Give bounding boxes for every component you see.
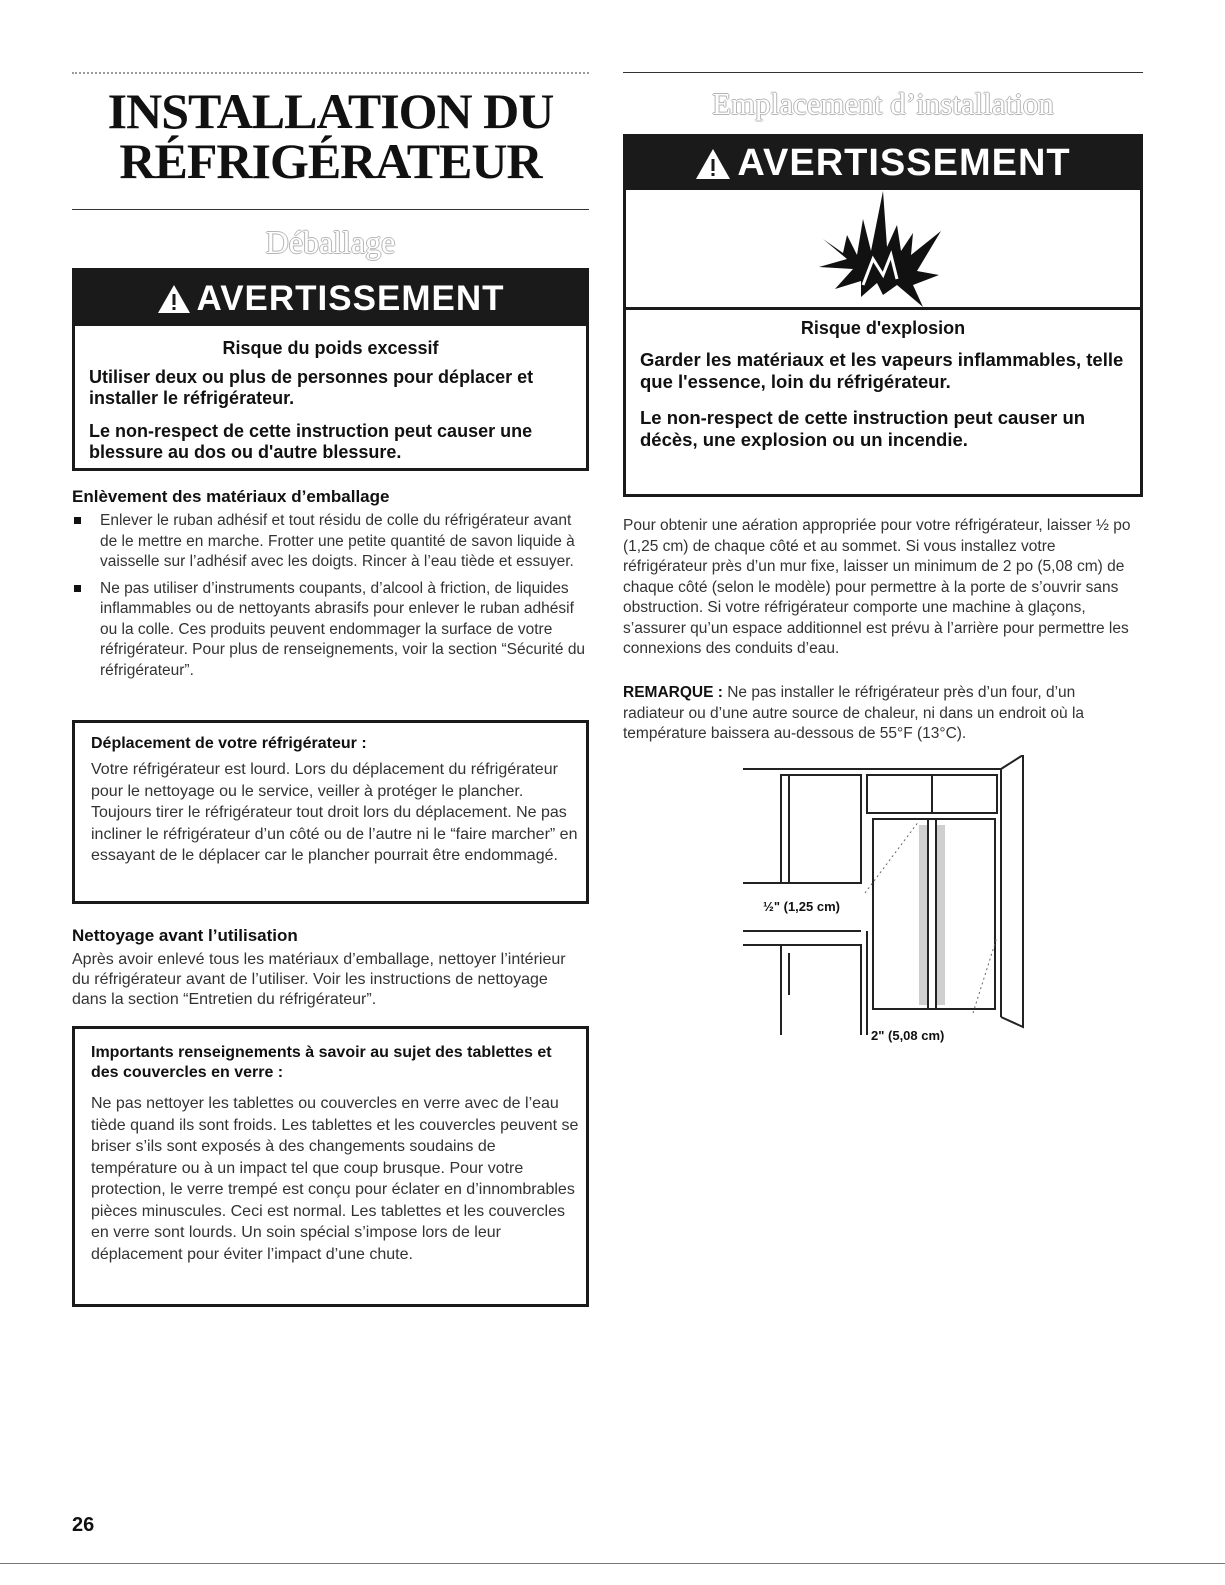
list-item: Ne pas utiliser d’instruments coupants, d’alcool à friction, de liquides inflammables ou de nettoyants abrasifs pour enlever le ruban adhésif ou la colle. Ces produits peuvent endommager la surface de votre réfrigérateur. Pour plus de renseignements, voir la section “Sécurité du réfrigérateur”.	[72, 579, 589, 682]
warning-box-explosion	[623, 134, 1143, 497]
page-bottom-rule	[0, 1563, 1225, 1564]
warning-consequence: Le non-respect de cette instruction peut causer une blessure au dos ou d'autre blessure.	[89, 421, 533, 462]
explosion-icon-area	[626, 190, 1140, 310]
warning-box-weight	[72, 268, 589, 471]
page-title	[72, 83, 589, 189]
page-title-line-2: RÉFRIGÉRATEUR	[119, 133, 542, 189]
list-item: Enlever le ruban adhésif et tout résidu de colle du réfrigérateur avant de le mettre en marche. Frotter une petite quantité de savon liquide à vaisselle sur l’adhésif avec les doigts. Rincer à l’eau tiède et essuyer.	[72, 511, 589, 573]
remark-paragraph	[623, 683, 1138, 745]
warning-triangle-icon	[695, 148, 731, 180]
right-top-rule	[623, 72, 1143, 73]
half-inch-clearance-label: ½" (1,25 cm)	[763, 899, 840, 914]
bullet-square-icon	[74, 585, 81, 592]
warning-triangle-icon	[157, 284, 191, 314]
page-number: 26	[72, 1514, 95, 1536]
glass-text: Ne pas nettoyer les tablettes ou couvercles en verre avec de l’eau tiède quand ils sont froids. Les tablettes et les couvercles peuvent se briser s’ils sont exposés à des changements soudains de température ou à un impact tel que coup brusque. Pour votre protection, le verre trempé est conçu pour éclater en d’innombrables pièces minuscules. Ceci est normal. Les tablettes et les couvercles en verre sont lourds. Un soin spécial s’impose lors de leur déplacement pour éviter l’impact d’une chute.	[91, 1095, 579, 1263]
section-title-unpacking: Déballage	[265, 224, 396, 260]
explosion-icon	[813, 189, 953, 309]
warning-header-label: AVERTISSEMENT	[196, 278, 505, 318]
installation-clearance-diagram	[733, 755, 1033, 1035]
warning-header	[75, 271, 586, 326]
warning-instruction: Garder les matériaux et les vapeurs inflammables, telle que l'essence, loin du réfrigérateur.	[640, 349, 1124, 392]
page-title-line-1: INSTALLATION DU	[107, 83, 554, 139]
section-title-location: Emplacement d’installation	[712, 86, 1054, 121]
removal-list	[72, 511, 589, 687]
clearance-paragraph: Pour obtenir une aération appropriée pour votre réfrigérateur, laisser ½ po (1,25 cm) de chaque côté et au sommet. Si vous installez votre réfrigérateur près d’un mur fixe, laisser un minimum de 2 po (5,08 cm) de chaque côté (selon le modèle) pour permettre à la porte de s’ouvrir sans obstruction. Si votre réfrigérateur comporte une machine à glaçons, s’assurer qu’un espace additionnel est prévu à l’arrière pour permettre les connexions des conduits d’eau.	[623, 517, 1131, 657]
warning-consequence: Le non-respect de cette instruction peut causer un décès, une explosion ou un incendie.	[640, 407, 1086, 450]
moving-title: Déplacement de votre réfrigérateur :	[91, 735, 367, 752]
bullet-square-icon	[74, 517, 81, 524]
divider-rule	[72, 209, 589, 210]
risk-title: Risque d'explosion	[800, 318, 966, 338]
warning-header	[626, 137, 1140, 190]
warning-instruction: Utiliser deux ou plus de personnes pour déplacer et installer le réfrigérateur.	[89, 367, 534, 408]
glass-title: Importants renseignements à savoir au sujet des tablettes et des couvercles en verre :	[91, 1044, 552, 1081]
remark-text: Ne pas installer le réfrigérateur près d’un four, d’un radiateur ou d’une autre source de chaleur, ni dans un endroit où la température baissera au-dessous de 55°F (13°C).	[623, 684, 1085, 742]
remark-label: REMARQUE :	[623, 684, 723, 701]
cleaning-heading: Nettoyage avant l’utilisation	[72, 926, 298, 945]
top-dotted-rule	[72, 72, 589, 74]
risk-title: Risque du poids excessif	[222, 338, 439, 358]
moving-info-box	[72, 720, 589, 904]
warning-header-label: AVERTISSEMENT	[737, 142, 1071, 184]
two-inch-clearance-label: 2" (5,08 cm)	[871, 1028, 945, 1043]
moving-text: Votre réfrigérateur est lourd. Lors du déplacement du réfrigérateur pour le nettoyage ou le service, veiller à protéger le plancher. Toujours tirer le réfrigérateur tout droit lors du déplacement. Ne pas incliner le réfrigérateur d’un côté ou de l’autre ni le “faire marcher” en essayant de le déplacer car le plancher pourrait être endommagé.	[91, 761, 578, 864]
glass-info-box	[72, 1026, 589, 1307]
cleaning-text: Après avoir enlevé tous les matériaux d’emballage, nettoyer l’intérieur du réfrigérateur avant de l’utiliser. Voir les instructions de nettoyage dans la section “Entretien du réfrigérateur”.	[72, 951, 566, 1008]
removal-heading: Enlèvement des matériaux d’emballage	[72, 487, 390, 506]
